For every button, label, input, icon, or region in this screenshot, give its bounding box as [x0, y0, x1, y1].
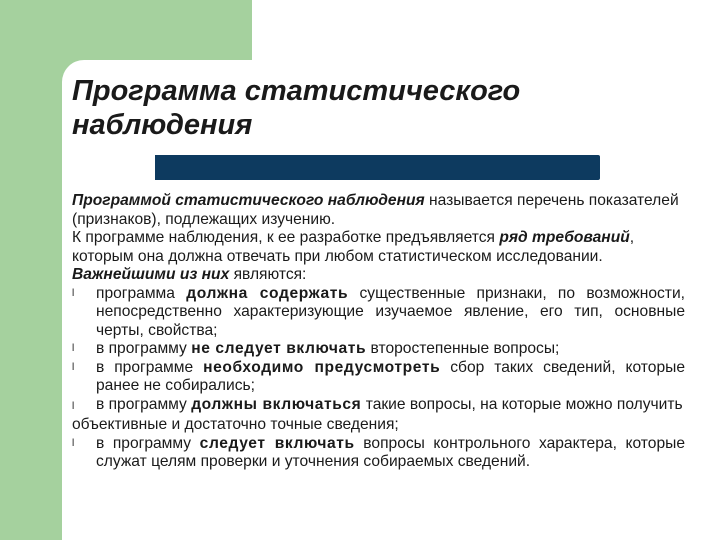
decor-green-stripe — [0, 0, 62, 540]
item-emphasis: не следует включать — [191, 340, 367, 357]
list-item-text — [96, 435, 685, 472]
item-text-before: в программу — [96, 434, 200, 452]
list-item — [72, 285, 685, 341]
list-item — [72, 435, 685, 472]
item-emphasis: следует включать — [199, 434, 355, 452]
item-emphasis: должна содержать — [186, 284, 349, 302]
item-emphasis: необходимо предусмотреть — [203, 358, 441, 376]
item-text-after: такие вопросы, на которые можно получить объективные и достаточно точные сведения; — [72, 395, 683, 433]
slide-title — [72, 74, 692, 142]
intro-term-2: ряд требований — [499, 229, 630, 246]
item-emphasis: должны включаться — [191, 395, 362, 413]
title-line-2: наблюдения — [72, 109, 253, 141]
title-line-1: Программа статистического — [72, 75, 521, 107]
list-item-text — [96, 359, 685, 396]
intro-paragraph — [72, 192, 685, 285]
item-text-before: программа — [96, 284, 187, 302]
list-item-text — [96, 340, 685, 359]
item-text-after: существенные признаки, по возможности, непосредственно характеризующие изучаемое явление, его тип, основные черты, свойства; — [96, 284, 685, 339]
title-underline-bar — [155, 155, 600, 180]
intro-text-4: являются: — [229, 266, 307, 283]
intro-term-1: Программой статистического наблюдения — [72, 192, 425, 209]
list-item — [72, 340, 685, 359]
bullet-marker: l — [72, 400, 75, 412]
item-text-before: в программу — [96, 340, 192, 357]
intro-text-3: , которым она должна отвечать при любом статистическом исследовании. — [72, 229, 635, 265]
list-item — [72, 396, 685, 435]
bullet-marker: l — [72, 343, 75, 354]
bullet-marker: l — [72, 361, 75, 373]
item-text-after: второстепенные вопросы; — [366, 340, 560, 357]
intro-term-3: Важнейшими из них — [72, 266, 230, 283]
bullet-marker: l — [72, 287, 75, 299]
list-item — [72, 359, 685, 396]
list-item-text — [96, 285, 685, 341]
slide-body — [72, 192, 685, 472]
intro-text-2: К программе наблюдения, к ее разработке предъявляется — [72, 229, 500, 246]
item-text-before: в программу — [96, 395, 192, 413]
item-text-before: в программе — [96, 358, 204, 376]
item-text-after: сбор таких сведений, которые ранее не собирались; — [96, 358, 685, 394]
intro-text-1: называется перечень показателей (признаков), подлежащих изучению. — [72, 192, 679, 228]
bullet-marker: l — [72, 437, 75, 449]
item-text-after: вопросы контрольного характера, которые служат целям проверки и уточнения собираемых сведений. — [96, 434, 686, 470]
